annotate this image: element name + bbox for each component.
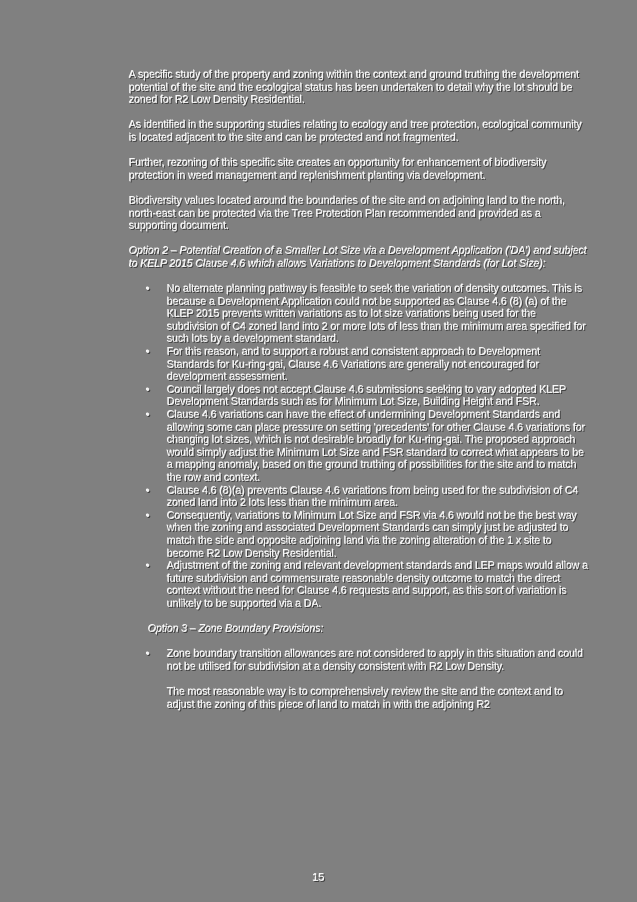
bullet-icon: • [146, 484, 150, 497]
option-3-heading: Option 3 – Zone Boundary Provisions: [148, 623, 324, 636]
bullet-icon: • [146, 346, 150, 359]
bullet-icon: • [146, 509, 150, 522]
list-item: • Zone boundary transition allowances are not considered to apply in this situation and could not be utilised for subdivision at a density consistent with R2 Low Density. [146, 648, 584, 673]
bullet-icon: • [146, 560, 150, 573]
page-number: 15 [312, 872, 325, 884]
list-item: • For this reason, and to support a robust and consistent approach to Development Standards for Ku-ring-gai, Clause 4.6 Variations are generally not encouraged for development assessment. [146, 346, 541, 384]
option-2-heading: Option 2 – Potential Creation of a Smaller Lot Size via a Development Application ('DA') and subject to KELP 2015 Clause 4.6 which allows Variations to Development Standards (for Lot Size): [129, 245, 587, 270]
bullet-icon: • [146, 383, 150, 396]
list-item: • Consequently, variations to Minimum Lot Size and FSR via 4.6 would not be the best way when the zoning and associated Development Standards can simply just be adjusted to match the side and opposite adjoining land via the zoning alteration of the 1 x site to become R2 Low Density Residential. [146, 509, 577, 560]
option-3-bullet-list [129, 648, 589, 673]
bullet-icon: • [146, 409, 150, 422]
paragraph-study: A specific study of the property and zoning within the context and ground truthing the development potential of the site and the ecological status has been undertaken to detail why the lot should be zoned for R2 Low Density Residential. [129, 69, 580, 107]
list-item: • Clause 4.6 (8)(a) prevents Clause 4.6 variations from being used for the subdivision of C4 zoned land into 2 lots less than the minimum area. [146, 484, 579, 510]
option-2-bullet-list [129, 283, 589, 610]
list-item: • Clause 4.6 variations can have the effect of undermining Development Standards and allowing some can place pressure on setting 'precedents' for other Clause 4.6 variations for changing lot sizes, which is not desirable broadly for Ku-ring-gai. The proposed approach would simply adjust the Minimum Lot Size and FSR standard to correct what appears to be a mapping anomaly, based on the ground truthing of possibilities for the site and to match the row and context. [146, 409, 586, 484]
document-page [129, 69, 589, 724]
list-item: • No alternate planning pathway is feasible to seek the variation of density outcomes. This is because a Development Application could not be supported as Clause 4.6 (8) (a) of the KLEP 2015 prevents written variations as to lot size variations being used for the subdivision of C4 zoned land into 2 or more lots of less than the minimum area specified for such lots by a development standard. [146, 283, 586, 346]
bullet-icon: • [146, 283, 150, 296]
list-item: • Adjustment of the zoning and relevant development standards and LEP maps would allow a future subdivision and commensurate reasonable density outcome to match the direct context without the need for Clause 4.6 requests and support, as this sort of variation is unlikely to be supported via a DA. [146, 560, 589, 610]
bullet-icon: • [146, 648, 150, 661]
paragraph-rezoning: Further, rezoning of this specific site creates an opportunity for enhancement of biodiversity protection in weed management and replenishment planting via development. [129, 157, 547, 182]
list-item: • Council largely does not accept Clause 4.6 submissions seeking to vary adopted KLEP Development Standards such as for Minimum Lot Size, Building Height and FSR. [146, 383, 567, 409]
paragraph-biodiversity: Biodiversity values located around the boundaries of the site and on adjoining land to the north, north-east can be protected via the Tree Protection Plan recommended and provided as a supporting document. [129, 194, 566, 233]
paragraph-ecology: As identified in the supporting studies relating to ecology and tree protection, ecological community is located adjacent to the site and can be protected and not fragmented. [129, 119, 582, 144]
option-3-follow-paragraph: The most reasonable way is to comprehensively review the site and the context and to adjust the zoning of this piece of land to match in with the adjoining R2 [167, 686, 564, 711]
